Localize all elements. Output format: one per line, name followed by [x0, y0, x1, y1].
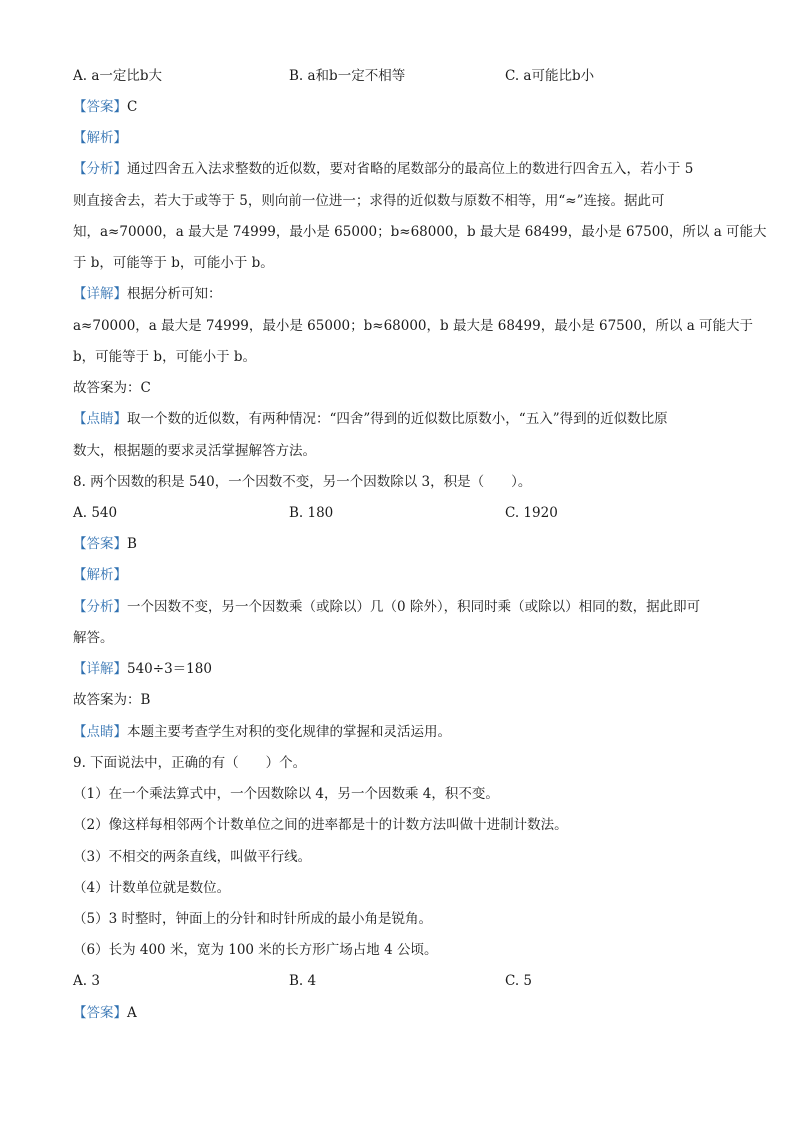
q9-question: 9. 下面说法中，正确的有（ ）个。 — [73, 755, 307, 771]
q8-question: 8. 两个因数的积是 540，一个因数不变，另一个因数除以 3，积是（ ）。 — [73, 474, 532, 490]
dianjing-tag: 【点睛】 — [73, 724, 127, 740]
q8-options — [73, 503, 733, 523]
answer-tag: 【答案】 — [73, 1005, 127, 1021]
q8-conclusion: 故答案为：B — [73, 692, 151, 708]
answer-value: A — [127, 1005, 137, 1021]
q7-options — [73, 66, 733, 86]
q8-xiangjie-line — [73, 659, 733, 679]
q8-dianjing-line — [73, 722, 733, 742]
q7-xiangjie-line: b，可能等于 b，可能小于 b。 — [73, 349, 257, 365]
q8-option-c: C. 1920 — [505, 505, 558, 521]
q8-fenxi-line: 解答。 — [73, 630, 114, 646]
xiangjie-tag: 【详解】 — [73, 661, 127, 677]
q7-fenxi-line: 则直接舍去，若大于或等于 5，则向前一位进一；求得的近似数与原数不相等，用“≈”连接。据此可 — [73, 193, 665, 209]
q8-answer — [73, 534, 733, 554]
q7-xiangjie-line: a≈70000，a 最大是 74999，最小是 65000；b≈68000，b 最大是 68499，最小是 67500，所以 a 可能大于 — [73, 318, 754, 334]
q8-analysis-heading — [73, 565, 733, 585]
answer-value: C — [127, 99, 138, 115]
q7-dianjing-line — [73, 409, 733, 429]
q7-conclusion: 故答案为：C — [73, 380, 151, 396]
q9-statement: （6）长为 400 米，宽为 100 米的长方形广场占地 4 公顷。 — [73, 942, 438, 958]
q9-option-c: C. 5 — [505, 973, 533, 989]
q9-statement: （5）3 时整时，钟面上的分针和时针所成的最小角是锐角。 — [73, 911, 432, 927]
paragraph-text: 取一个数的近似数，有两种情况：“四舍”得到的近似数比原数小，“五入”得到的近似数比原 — [127, 411, 668, 427]
answer-value: B — [127, 536, 137, 552]
q9-statement: （4）计数单位就是数位。 — [73, 880, 231, 896]
q7-fenxi-line — [73, 159, 733, 179]
q8-option-b: B. 180 — [289, 505, 334, 521]
q9-statement: （1）在一个乘法算式中，一个因数除以 4，另一个因数乘 4，积不变。 — [73, 786, 499, 802]
paragraph-text: 540÷3＝180 — [127, 661, 212, 677]
dianjing-tag: 【点睛】 — [73, 411, 127, 427]
fenxi-tag: 【分析】 — [73, 161, 127, 177]
q7-option-b: B. a和b一定不相等 — [289, 68, 406, 84]
q8-fenxi-line — [73, 597, 733, 617]
answer-tag: 【答案】 — [73, 536, 127, 552]
q9-options — [73, 971, 733, 991]
q7-option-a: A. a一定比b大 — [73, 68, 163, 84]
fenxi-tag: 【分析】 — [73, 599, 127, 615]
q9-option-b: B. 4 — [289, 973, 317, 989]
analysis-tag: 【解析】 — [73, 130, 127, 146]
q7-fenxi-line: 于 b，可能等于 b，可能小于 b。 — [73, 255, 274, 271]
q7-analysis-heading — [73, 128, 733, 148]
paragraph-text: 根据分析可知： — [127, 286, 222, 302]
q7-xiangjie-line — [73, 284, 733, 304]
xiangjie-tag: 【详解】 — [73, 286, 127, 302]
q9-answer — [73, 1003, 733, 1023]
paragraph-text: 一个因数不变，另一个因数乘（或除以）几（0 除外），积同时乘（或除以）相同的数，据此即可 — [127, 599, 701, 615]
q9-statement: （3）不相交的两条直线，叫做平行线。 — [73, 849, 312, 865]
answer-tag: 【答案】 — [73, 99, 127, 115]
q7-option-c: C. a可能比b小 — [505, 68, 595, 84]
paragraph-text: 通过四舍五入法求整数的近似数，要对省略的尾数部分的最高位上的数进行四舍五入，若小于 5 — [127, 161, 694, 177]
q9-option-a: A. 3 — [73, 973, 100, 989]
q8-option-a: A. 540 — [73, 505, 118, 521]
q7-answer — [73, 97, 733, 117]
paragraph-text: 本题主要考查学生对积的变化规律的掌握和灵活运用。 — [127, 724, 451, 740]
q7-fenxi-line: 知，a≈70000，a 最大是 74999，最小是 65000；b≈68000，b 最大是 68499，最小是 67500，所以 a 可能大 — [73, 224, 767, 240]
q9-statement: （2）像这样每相邻两个计数单位之间的进率都是十的计数方法叫做十进制计数法。 — [73, 817, 568, 833]
analysis-tag: 【解析】 — [73, 567, 127, 583]
q7-dianjing-line: 数大，根据题的要求灵活掌握解答方法。 — [73, 443, 316, 459]
